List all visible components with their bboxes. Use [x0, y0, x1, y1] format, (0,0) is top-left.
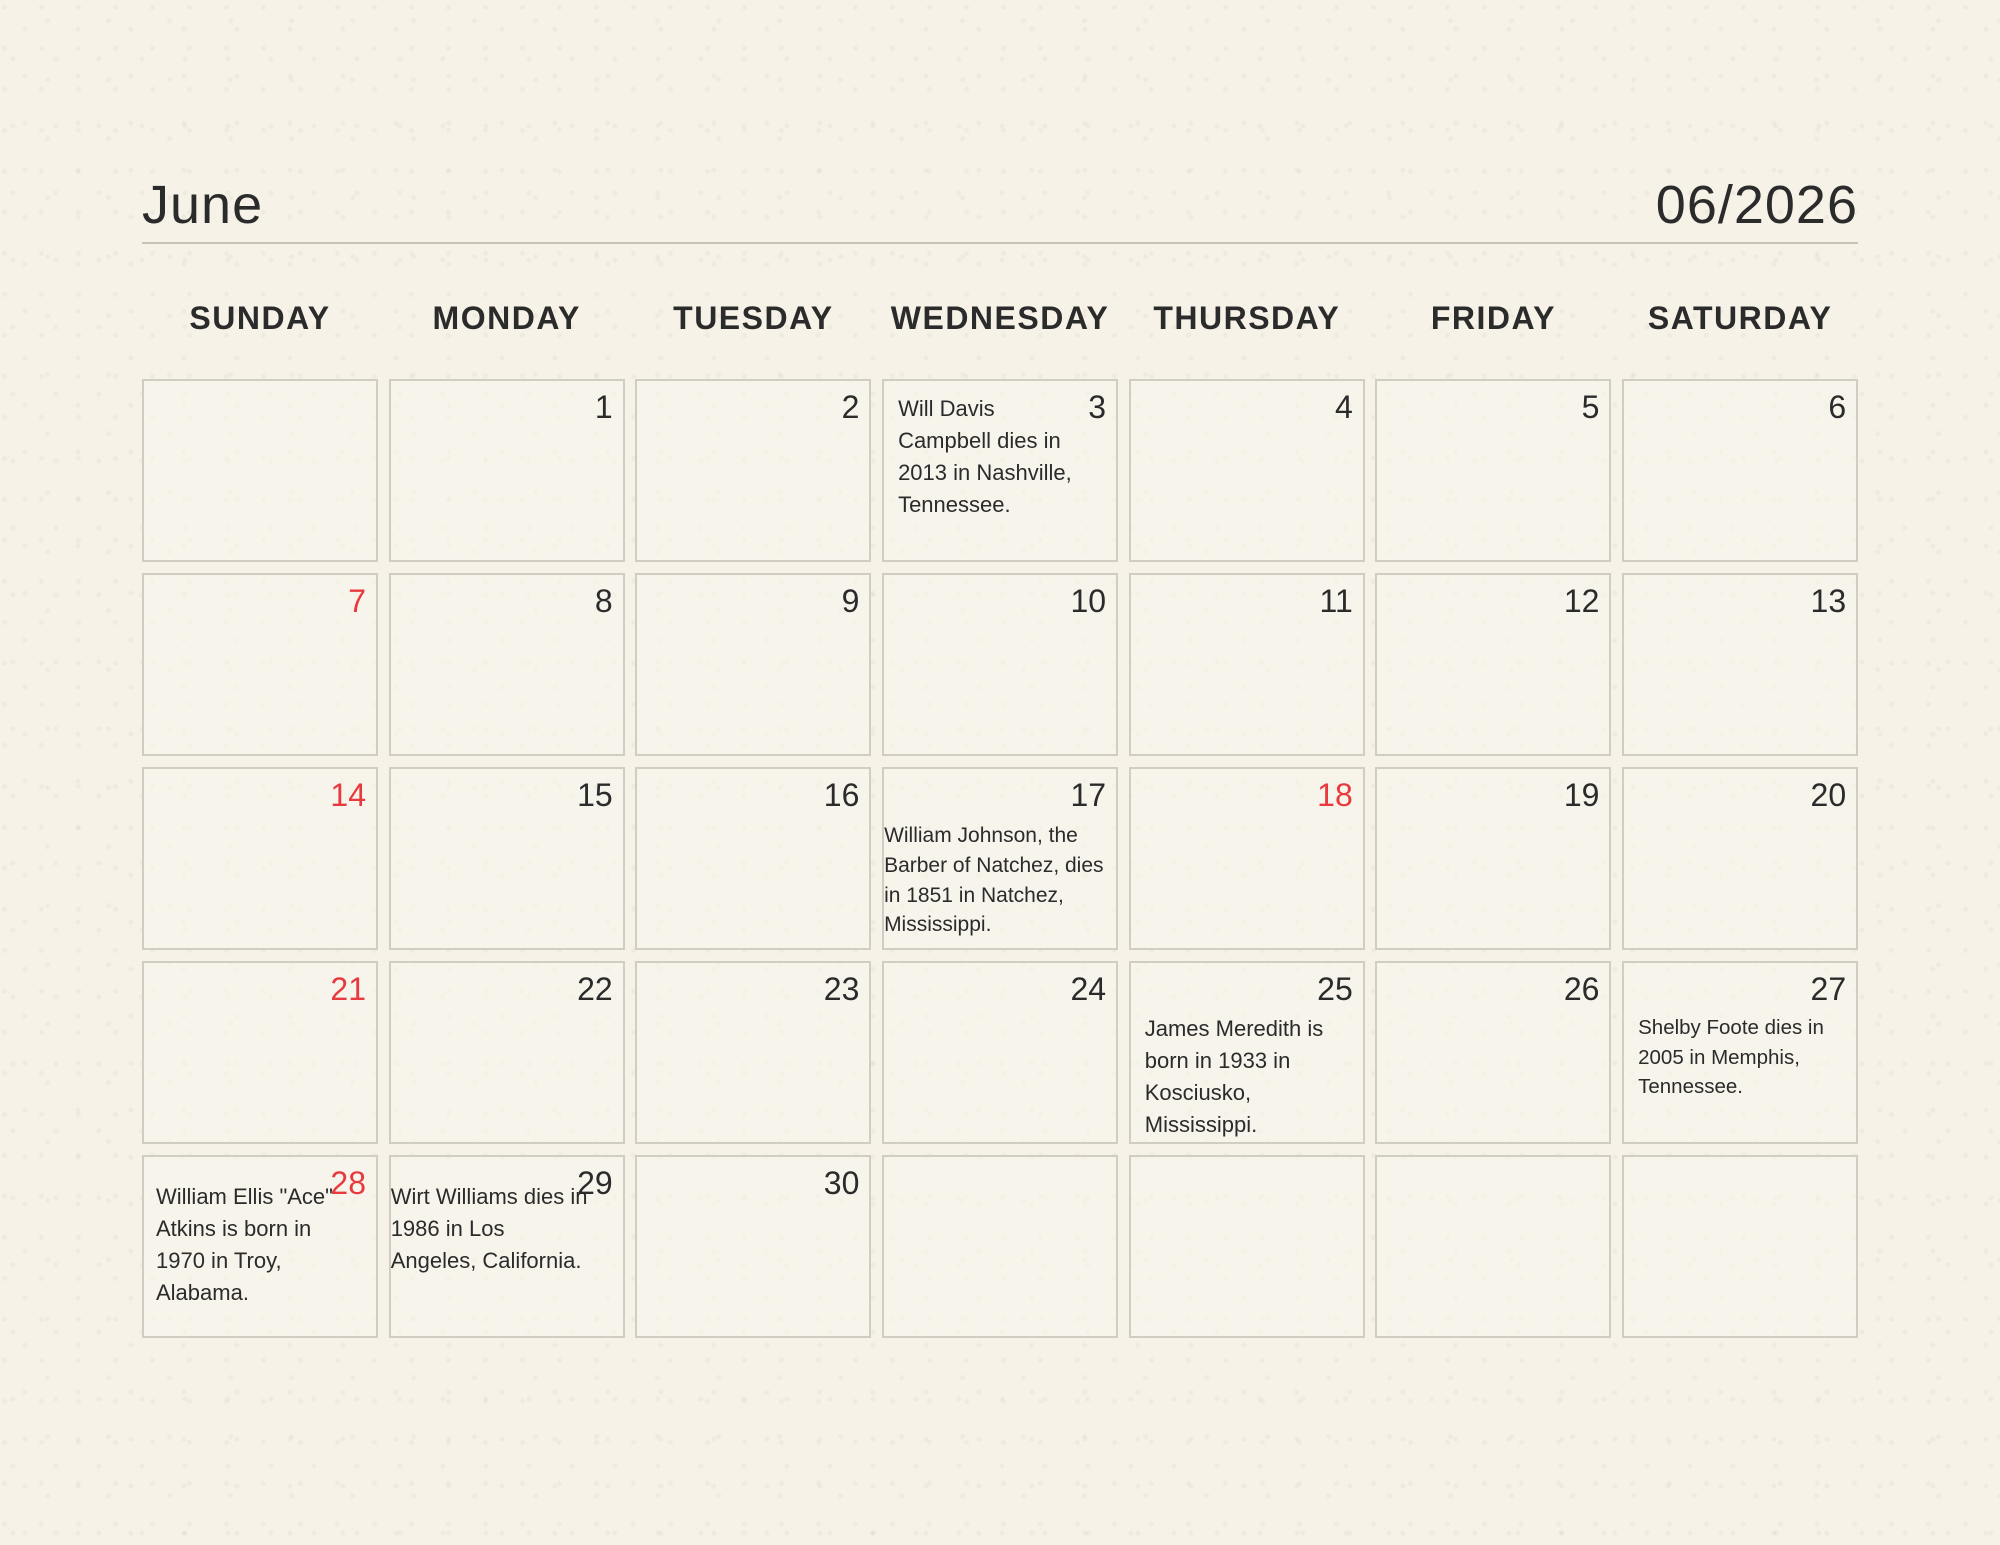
day-number: 24 — [1070, 971, 1107, 1007]
day-cell-10[interactable] — [882, 573, 1118, 756]
day-cell-4[interactable] — [1129, 379, 1365, 562]
day-cell-empty — [1129, 1155, 1365, 1338]
day-cell-empty — [1622, 1155, 1858, 1338]
day-cell-28[interactable] — [142, 1155, 378, 1338]
weekday-header-row — [142, 300, 1858, 337]
event-note: Wirt Williams dies in 1986 in Los Angeles, California. — [390, 1184, 588, 1273]
day-cell-14[interactable] — [142, 767, 378, 950]
day-cell-9[interactable] — [635, 573, 871, 756]
day-number: 23 — [823, 971, 860, 1007]
event-note: Shelby Foote dies in 2005 in Memphis, Tennessee. — [1638, 1016, 1824, 1099]
day-cell-23[interactable] — [635, 961, 871, 1144]
day-cell-empty — [142, 379, 378, 562]
day-number: 10 — [1070, 583, 1107, 619]
day-cell-26[interactable] — [1375, 961, 1611, 1144]
day-number: 18 — [1317, 777, 1353, 813]
day-number: 8 — [594, 583, 613, 619]
day-number: 12 — [1563, 583, 1600, 619]
weekday-tuesday: TUESDAY — [673, 300, 834, 336]
day-number: 16 — [823, 777, 860, 813]
day-number: 4 — [1334, 389, 1353, 425]
day-number: 13 — [1810, 583, 1847, 619]
day-cell-16[interactable] — [635, 767, 871, 950]
day-cell-27[interactable] — [1622, 961, 1858, 1144]
day-cell-25[interactable] — [1129, 961, 1365, 1144]
day-cell-2[interactable] — [635, 379, 871, 562]
month-title: June — [142, 175, 264, 235]
day-number: 26 — [1563, 971, 1600, 1007]
weekday-monday: MONDAY — [432, 300, 581, 336]
day-cell-11[interactable] — [1129, 573, 1365, 756]
day-cell-24[interactable] — [882, 961, 1118, 1144]
day-cell-8[interactable] — [389, 573, 625, 756]
day-number: 17 — [1070, 777, 1107, 813]
day-number: 30 — [823, 1165, 860, 1201]
day-cell-15[interactable] — [389, 767, 625, 950]
day-number: 3 — [1088, 389, 1107, 425]
day-number: 11 — [1319, 583, 1353, 619]
day-number: 15 — [577, 777, 613, 813]
day-number: 28 — [330, 1165, 366, 1201]
day-number: 22 — [577, 971, 613, 1007]
day-cell-1[interactable] — [389, 379, 625, 562]
day-cell-3[interactable] — [882, 379, 1118, 562]
day-cell-18[interactable] — [1129, 767, 1365, 950]
day-cell-5[interactable] — [1375, 379, 1611, 562]
day-cell-6[interactable] — [1622, 379, 1858, 562]
day-number: 21 — [330, 971, 366, 1007]
day-number: 25 — [1317, 971, 1353, 1007]
day-number: 6 — [1828, 389, 1847, 425]
day-cell-22[interactable] — [389, 961, 625, 1144]
day-cell-empty — [1375, 1155, 1611, 1338]
weekday-thursday: THURSDAY — [1153, 300, 1341, 336]
event-note: Will Davis Campbell dies in 2013 in Nashville, Tennessee. — [898, 396, 1072, 517]
day-number: 29 — [577, 1165, 613, 1201]
day-cell-30[interactable] — [635, 1155, 871, 1338]
day-cell-19[interactable] — [1375, 767, 1611, 950]
day-number: 1 — [594, 389, 613, 425]
calendar-grid — [142, 379, 1858, 1338]
event-note: James Meredith is born in 1933 in Kosciusko, Mississippi. — [1144, 1016, 1324, 1137]
weekday-friday: FRIDAY — [1430, 300, 1557, 336]
day-number: 9 — [841, 583, 860, 619]
day-number: 27 — [1810, 971, 1847, 1007]
weekday-wednesday: WEDNESDAY — [890, 300, 1110, 336]
day-number: 5 — [1581, 389, 1600, 425]
day-cell-13[interactable] — [1622, 573, 1858, 756]
weekday-saturday: SATURDAY — [1647, 300, 1833, 336]
day-number: 7 — [348, 583, 366, 619]
day-cell-17[interactable] — [882, 767, 1118, 950]
event-note: William Ellis "Ace" Atkins is born in 1970 in Troy, Alabama. — [156, 1184, 333, 1305]
day-cell-empty — [882, 1155, 1118, 1338]
day-number: 2 — [841, 389, 860, 425]
day-cell-21[interactable] — [142, 961, 378, 1144]
day-cell-20[interactable] — [1622, 767, 1858, 950]
day-number: 14 — [330, 777, 366, 813]
month-date-label: 06/2026 — [1655, 175, 1858, 235]
day-cell-29[interactable] — [389, 1155, 625, 1338]
day-cell-12[interactable] — [1375, 573, 1611, 756]
day-number: 20 — [1810, 777, 1847, 813]
event-note: William Johnson, the Barber of Natchez, dies in 1851 in Natchez, Mississippi. — [884, 824, 1104, 937]
calendar-header — [142, 170, 1858, 244]
day-cell-7[interactable] — [142, 573, 378, 756]
weekday-sunday: SUNDAY — [189, 300, 331, 336]
day-number: 19 — [1563, 777, 1600, 813]
